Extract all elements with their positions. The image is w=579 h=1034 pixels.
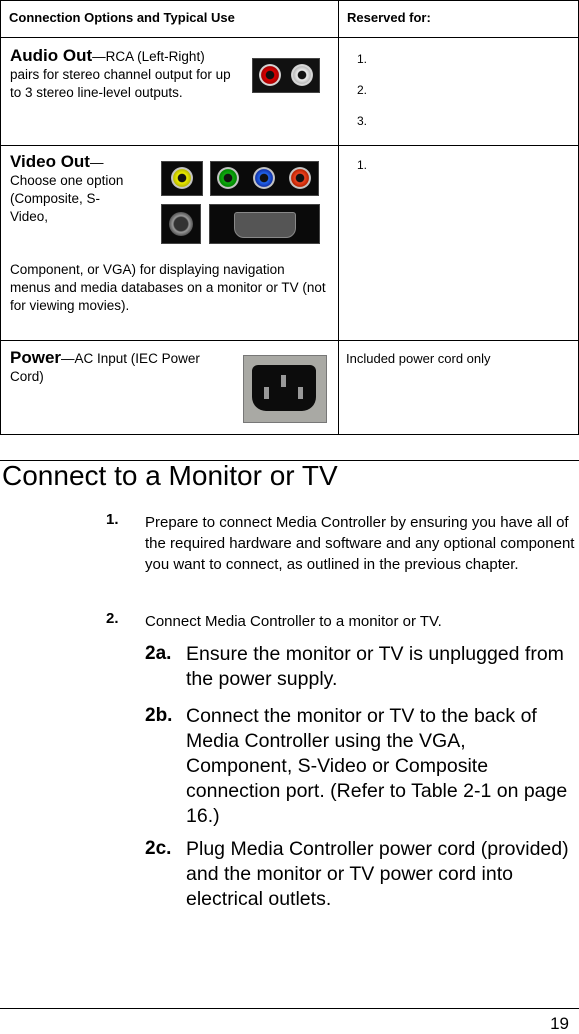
red-rca-jack-icon <box>259 64 281 86</box>
red-rca-jack-icon <box>289 167 311 189</box>
substep-text: Ensure the monitor or TV is unplugged from the power supply. <box>186 643 564 690</box>
vga-port-image <box>209 204 320 244</box>
footer-rule <box>0 1008 579 1009</box>
blue-rca-jack-icon <box>253 167 275 189</box>
reserved-item: 1. <box>357 158 368 172</box>
table-row-power <box>1 341 579 435</box>
substep-text: Connect the monitor or TV to the back of Media Controller using the VGA, Component, S-Video or Composite connection port. (Refer to Table 2-1 on page 16.) <box>186 705 568 827</box>
yellow-rca-jack-icon <box>171 167 193 189</box>
step-number: 2. <box>106 610 119 627</box>
composite-jack-image <box>161 161 203 196</box>
video-out-reserved-list <box>339 146 578 181</box>
audio-rca-jacks-image <box>252 58 320 93</box>
connection-table <box>0 0 579 435</box>
substep-number: 2a. <box>145 643 172 664</box>
s-video-jack-image <box>161 204 201 244</box>
step-number: 1. <box>106 511 119 528</box>
audio-out-reserved-list <box>339 38 578 137</box>
video-out-description-top: Video Out— Choose one option (Composite, S-Video, <box>10 152 124 224</box>
table-row-audio-out <box>1 38 579 146</box>
substep-text: Plug Media Controller power cord (provided) and the monitor or TV power cord into electrical outlets. <box>186 838 569 910</box>
substep-number: 2c. <box>145 838 172 859</box>
video-out-description-bottom: Component, or VGA) for displaying navigation menus and media databases on a monitor or TV (not for viewing movies). <box>10 262 326 313</box>
header-connection-options: Connection Options and Typical Use <box>1 1 339 38</box>
reserved-item: 3. <box>357 114 368 128</box>
audio-out-label: Audio Out <box>10 46 93 65</box>
power-reserved-text: Included power cord only <box>346 351 491 366</box>
audio-out-description: Audio Out—RCA (Left-Right) pairs for stereo channel output for up to 3 stereo line-level outputs. <box>10 46 231 100</box>
power-description: Power—AC Input (IEC Power Cord) <box>10 348 200 384</box>
green-rca-jack-icon <box>217 167 239 189</box>
vga-port-icon <box>234 212 296 238</box>
s-video-port-icon <box>169 212 193 236</box>
power-label: Power <box>10 348 62 367</box>
table-row-video-out <box>1 146 579 341</box>
substep-number: 2b. <box>145 705 173 726</box>
table-header-row <box>1 1 579 38</box>
power-socket-icon <box>252 365 316 411</box>
reserved-item: 2. <box>357 83 368 97</box>
step-text: Connect Media Controller to a monitor or TV. <box>145 613 442 630</box>
reserved-item: 1. <box>357 52 368 66</box>
page-number: 19 <box>550 1014 569 1033</box>
white-rca-jack-icon <box>291 64 313 86</box>
step-text: Prepare to connect Media Controller by ensuring you have all of the required hardware and software and any optional component you want to connect, as outlined in the previous chapter. <box>145 514 575 573</box>
video-out-label: Video Out <box>10 152 90 171</box>
iec-power-inlet-image <box>243 355 327 423</box>
component-jacks-image <box>210 161 319 196</box>
section-title: Connect to a Monitor or TV <box>2 460 338 491</box>
header-reserved-for: Reserved for: <box>339 1 579 38</box>
